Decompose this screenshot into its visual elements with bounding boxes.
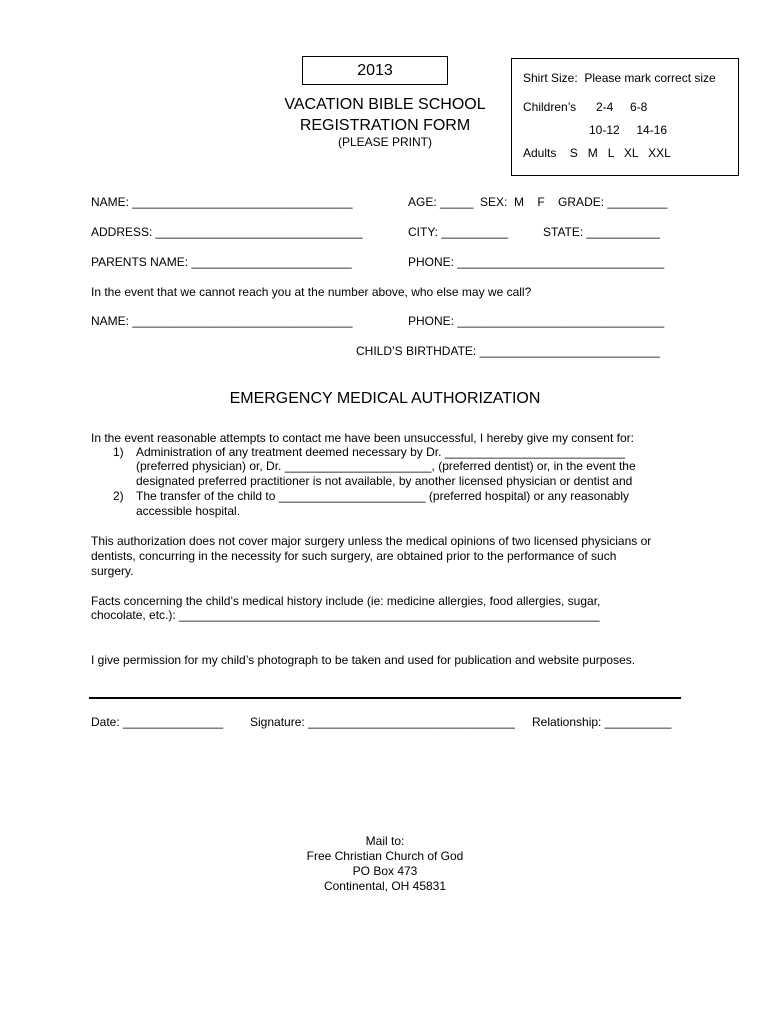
item2-line1: The transfer of the child to ______________________ (preferred hospital) or any reasonably xyxy=(136,489,630,503)
mail-to-label: Mail to: xyxy=(365,834,405,848)
alt-contact-question: In the event that we cannot reach you at the number above, who else may we call? xyxy=(91,285,532,299)
date-field: Date: _______________ xyxy=(91,715,224,729)
relationship-field: Relationship: __________ xyxy=(532,715,672,729)
birthdate-field: CHILD’S BIRTHDATE: ___________________________ xyxy=(356,344,660,358)
parents-name-field: PARENTS NAME: ________________________ xyxy=(91,255,352,269)
shirt-size-heading: Shirt Size: Please mark correct size xyxy=(523,71,716,85)
year: 2013 xyxy=(357,62,393,79)
shirt-children-sizes-row1: 2-4 6-8 xyxy=(596,100,648,114)
photo-permission: I give permission for my child’s photograph to be taken and used for publication and website purposes. xyxy=(91,653,636,667)
mail-org: Free Christian Church of God xyxy=(306,849,464,863)
form-title-line2: REGISTRATION FORM xyxy=(299,117,471,134)
emergency-heading: EMERGENCY MEDICAL AUTHORIZATION xyxy=(229,390,541,407)
address-field: ADDRESS: _______________________________ xyxy=(91,225,363,239)
item1-line2: (preferred physician) or, Dr. ______________________, (preferred dentist) or, in the event the xyxy=(136,459,636,473)
item1-number: 1) xyxy=(113,445,124,459)
form-title-line1: VACATION BIBLE SCHOOL xyxy=(284,96,486,113)
authorization-line2: dentists, concurring in the necessity for such surgery, are obtained prior to the performance of such xyxy=(91,549,617,563)
authorization-line3: surgery. xyxy=(91,564,134,578)
authorization-line1: This authorization does not cover major surgery unless the medical opinions of two licensed physicians or xyxy=(91,534,652,548)
mail-po-box: PO Box 473 xyxy=(352,864,418,878)
divider xyxy=(89,697,681,699)
alt-phone-field: PHONE: _______________________________ xyxy=(408,314,665,328)
signature-field: Signature: _______________________________ xyxy=(250,715,515,729)
item1-line3: designated preferred practitioner is not available, by another licensed physician or dentist and xyxy=(136,474,633,488)
item1-line1: Administration of any treatment deemed necessary by Dr. ___________________________ xyxy=(136,445,626,459)
medical-history-line2: chocolate, etc.): _______________________________________________________________ xyxy=(91,608,600,622)
age-sex-grade-field: AGE: _____ SEX: M F GRADE: _________ xyxy=(408,195,668,209)
shirt-children-sizes-row2: 10-12 14-16 xyxy=(589,123,668,137)
phone-field: PHONE: _______________________________ xyxy=(408,255,665,269)
city-field: CITY: __________ xyxy=(408,225,509,239)
emergency-intro: In the event reasonable attempts to contact me have been unsuccessful, I hereby give my consent for: xyxy=(91,431,634,445)
mail-city-state-zip: Continental, OH 45831 xyxy=(323,879,447,893)
alt-name-field: NAME: _________________________________ xyxy=(91,314,353,328)
item2-number: 2) xyxy=(113,489,124,503)
shirt-adults-row: Adults S M L XL XXL xyxy=(523,146,671,160)
item2-line2: accessible hospital. xyxy=(136,504,241,518)
state-field: STATE: ___________ xyxy=(543,225,660,239)
name-field: NAME: _________________________________ xyxy=(91,195,353,209)
please-print: (PLEASE PRINT) xyxy=(337,135,433,149)
shirt-children-label: Children’s xyxy=(523,100,577,114)
medical-history-line1: Facts concerning the child’s medical history include (ie: medicine allergies, food allergies, sugar, xyxy=(91,594,601,608)
